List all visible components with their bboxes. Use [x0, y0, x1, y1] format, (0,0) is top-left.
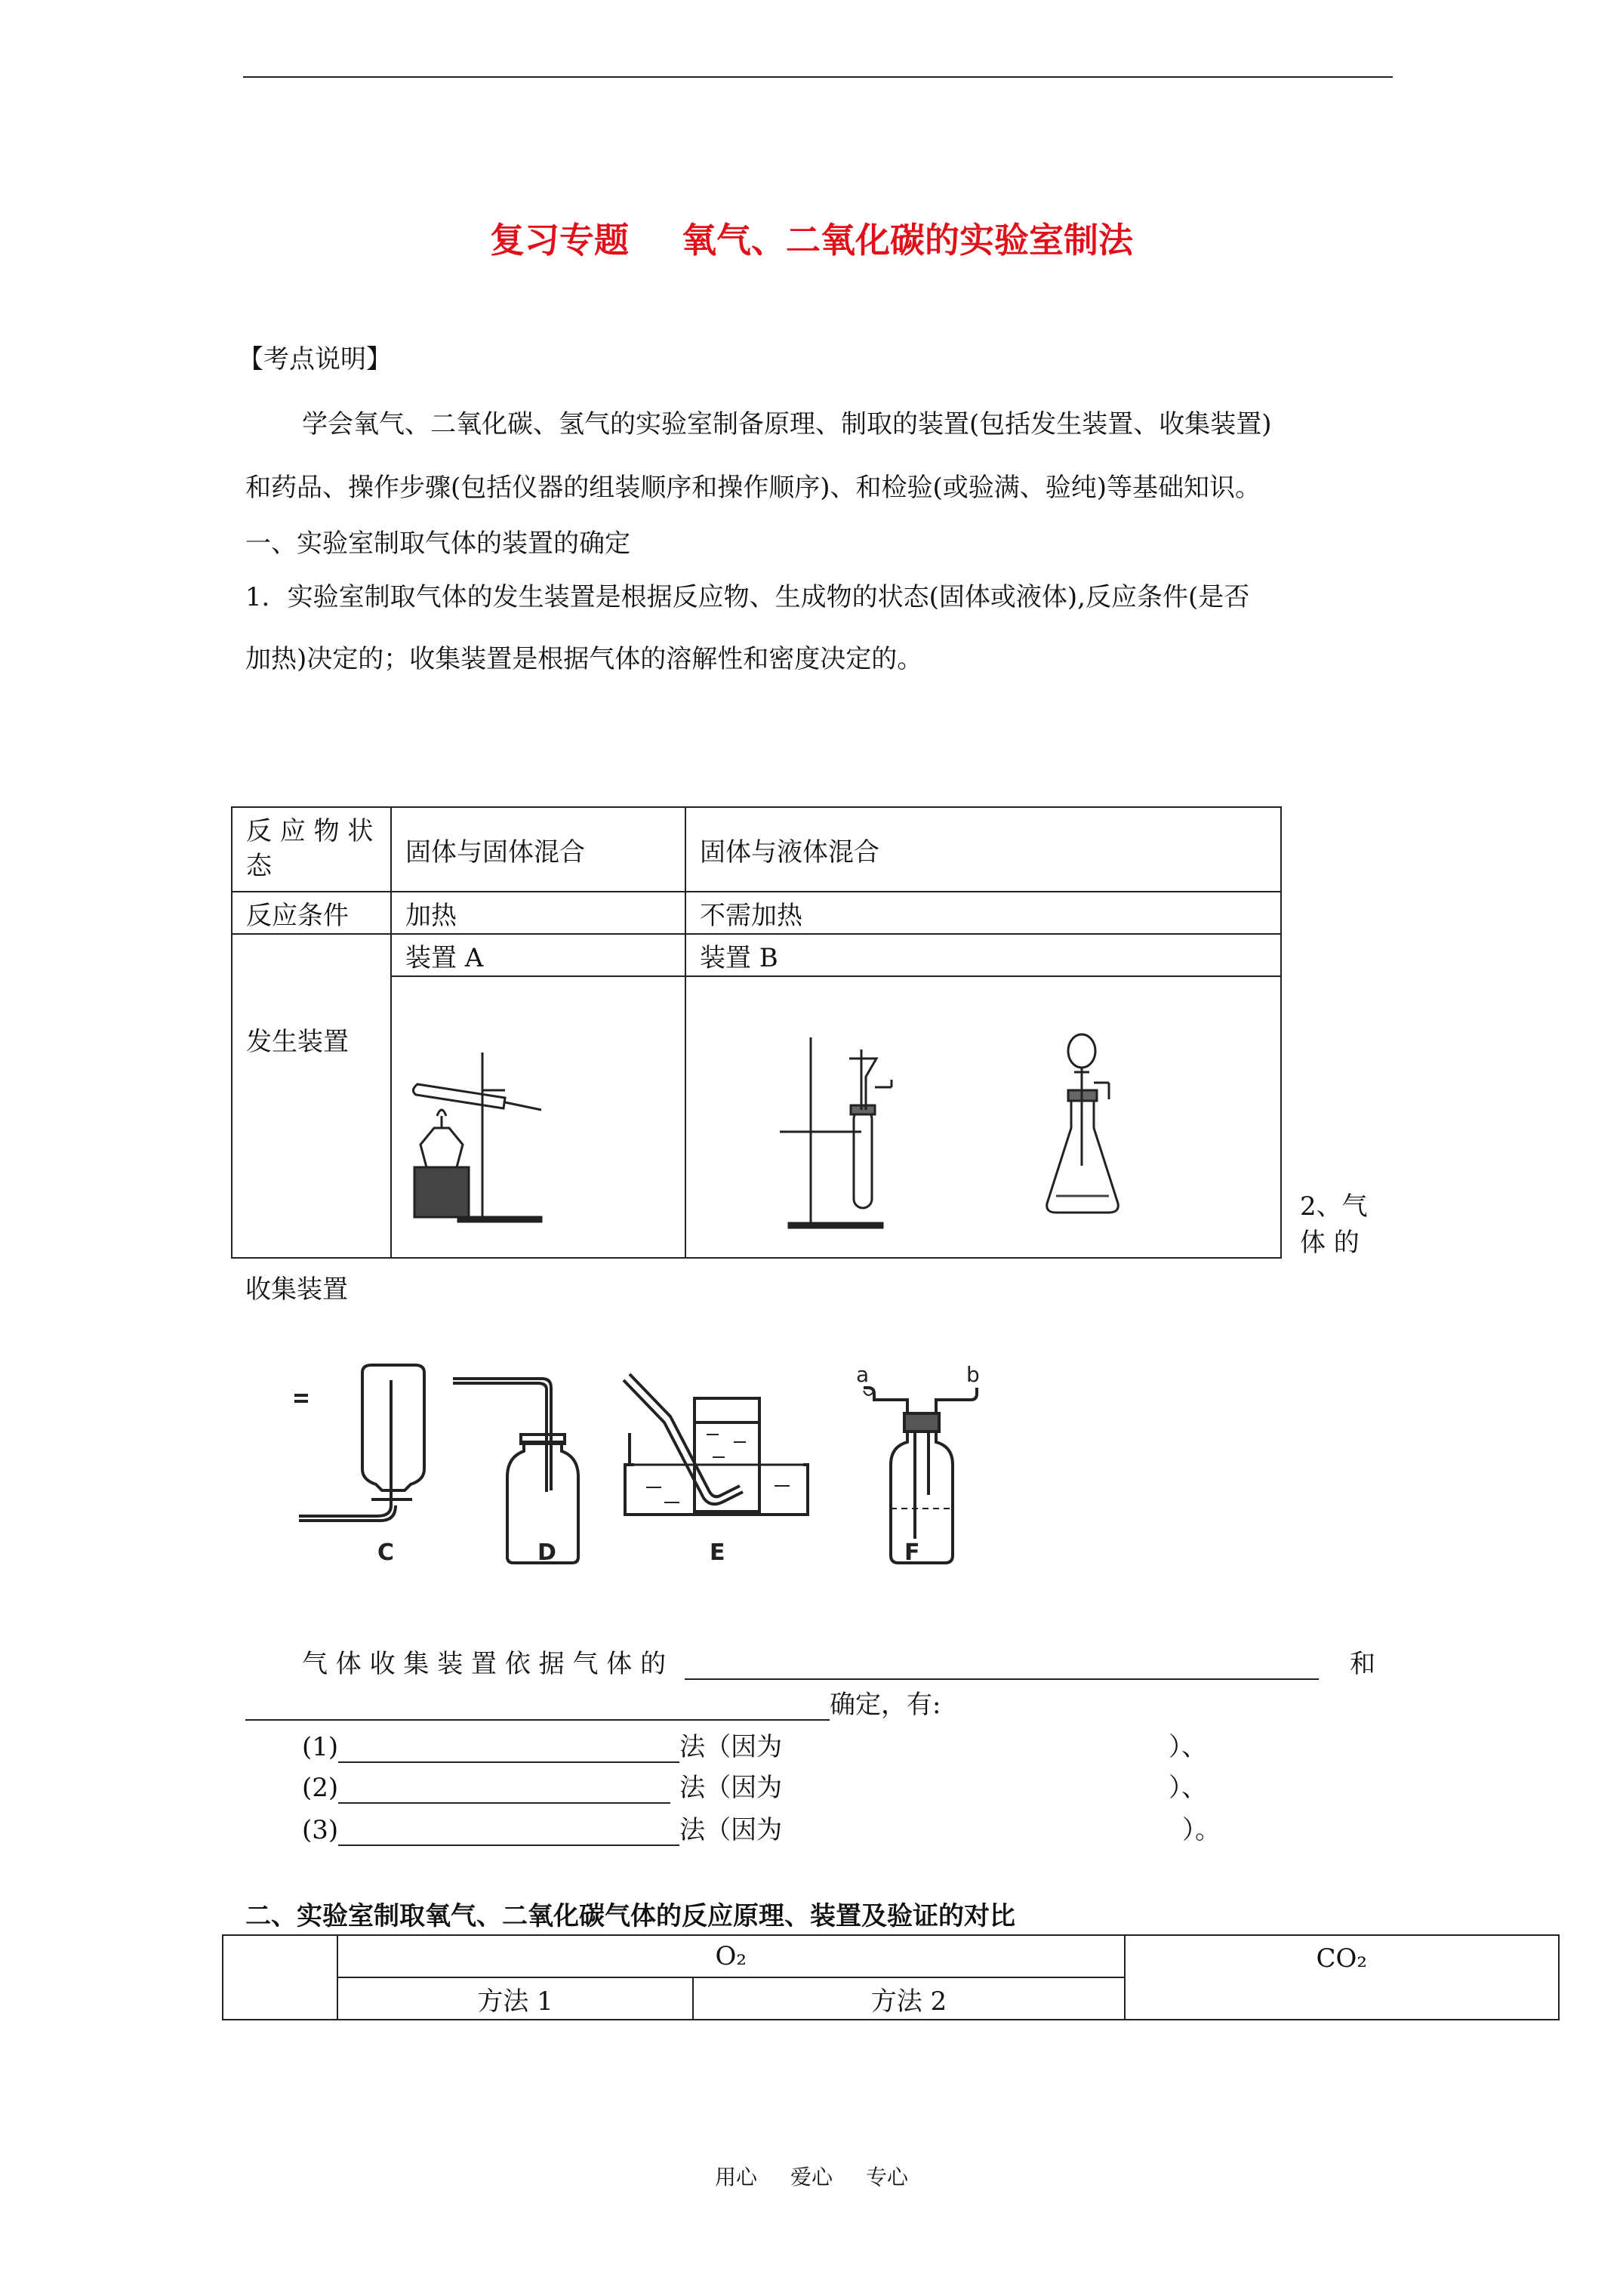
generation-table	[231, 806, 1282, 1259]
side-note-line2: 体 的	[1300, 1228, 1360, 1258]
section2-heading: 二、实验室制取氧气、二氧化碳气体的反应原理、装置及验证的对比	[245, 1901, 1015, 1931]
cell-solid-solid: 固体与固体混合	[391, 807, 685, 892]
section1-heading: 一、实验室制取气体的装置的确定	[245, 529, 630, 559]
fill-item-1	[302, 1726, 782, 1763]
item-2-end: ）、	[1169, 1773, 1207, 1803]
label-f: F	[904, 1539, 920, 1566]
cell-solid-liquid: 固体与液体混合	[685, 807, 1281, 892]
comparison-table	[222, 1934, 1560, 2020]
item-3-end: ）。	[1182, 1815, 1221, 1845]
section1-p1-line1: 1．实验室制取气体的发生装置是根据反应物、生成物的状态(固体或液体),反应条件(是否	[245, 582, 1250, 612]
item-1-num: (1)	[302, 1732, 339, 1762]
cell-apparatus-b: 装置 B	[685, 934, 1281, 976]
label-d: D	[537, 1539, 556, 1566]
footer-a: 用心	[714, 2165, 757, 2190]
collect-heading: 收集装置	[245, 1274, 348, 1305]
item-3-num: (3)	[302, 1815, 339, 1845]
kaodian-heading: 【考点说明】	[238, 344, 392, 374]
footer-b: 爱心	[790, 2165, 833, 2190]
collection-apparatus-diagram	[287, 1344, 1012, 1570]
blank-basis-2[interactable]	[245, 1719, 830, 1721]
fill-line1-and: 和	[1350, 1649, 1375, 1679]
cell-o2: O₂	[337, 1935, 1125, 1977]
page-title	[0, 213, 1623, 263]
fill-line2-text: 确定，有:	[830, 1690, 941, 1720]
label-e: E	[710, 1539, 725, 1566]
cell-co2: CO₂	[1125, 1935, 1559, 2020]
blank-method-3[interactable]	[338, 1845, 679, 1846]
fill-item-2	[302, 1767, 782, 1804]
cell-no-heating: 不需加热	[685, 892, 1281, 934]
cell-method-2: 方法 2	[693, 1977, 1124, 2020]
side-note-line1: 2、气	[1300, 1191, 1368, 1222]
blank-basis-1[interactable]	[685, 1678, 1319, 1680]
fill-line1-text: 气 体 收 集 装 置 依 据 气 体 的	[302, 1649, 667, 1679]
item-1-end: ）、	[1169, 1732, 1207, 1762]
kaodian-line1: 学会氧气、二氧化碳、氢气的实验室制备原理、制取的装置(包括发生装置、收集装置)	[302, 409, 1272, 439]
title-topic: 复习专题	[490, 220, 629, 260]
kaodian-line2: 和药品、操作步骤(包括仪器的组装顺序和操作顺序)、和检验(或验满、验纯)等基础知识。	[245, 473, 1261, 503]
label-c: C	[377, 1539, 395, 1566]
label-b: b	[966, 1362, 980, 1387]
item-2-num: (2)	[302, 1773, 339, 1803]
cell-apparatus-b-figure	[685, 976, 1281, 1258]
cell-corner	[223, 1935, 337, 2020]
label-a: a	[856, 1362, 870, 1387]
footer-c: 专心	[866, 2165, 909, 2190]
cell-state-header	[232, 807, 391, 892]
apparatus-a-diagram	[392, 977, 685, 1250]
state-header-line1: 反 应 物 状	[246, 816, 374, 846]
cell-condition-header: 反应条件	[232, 892, 391, 934]
header-rule	[243, 76, 1393, 78]
section1-p1-line2: 加热)决定的；收集装置是根据气体的溶解性和密度决定的。	[245, 644, 923, 674]
fill-line2	[245, 1684, 941, 1721]
cell-apparatus-a-figure	[391, 976, 685, 1258]
state-header-line2: 态	[246, 851, 272, 881]
item-3-mid: 法（因为	[679, 1815, 783, 1845]
apparatus-b-diagram	[686, 977, 1280, 1250]
cell-apparatus-header: 发生装置	[232, 934, 391, 1258]
item-1-mid: 法（因为	[679, 1732, 783, 1762]
item-2-mid: 法（因为	[679, 1773, 783, 1803]
cell-heating: 加热	[391, 892, 685, 934]
fill-line1	[302, 1643, 1319, 1680]
cell-apparatus-a: 装置 A	[391, 934, 685, 976]
fill-item-3	[302, 1809, 782, 1846]
blank-method-1[interactable]	[338, 1761, 679, 1763]
footer	[0, 2161, 1623, 2191]
cell-method-1: 方法 1	[337, 1977, 693, 2020]
title-main: 氧气、二氧化碳的实验室制法	[682, 220, 1133, 260]
blank-method-2[interactable]	[338, 1802, 670, 1804]
